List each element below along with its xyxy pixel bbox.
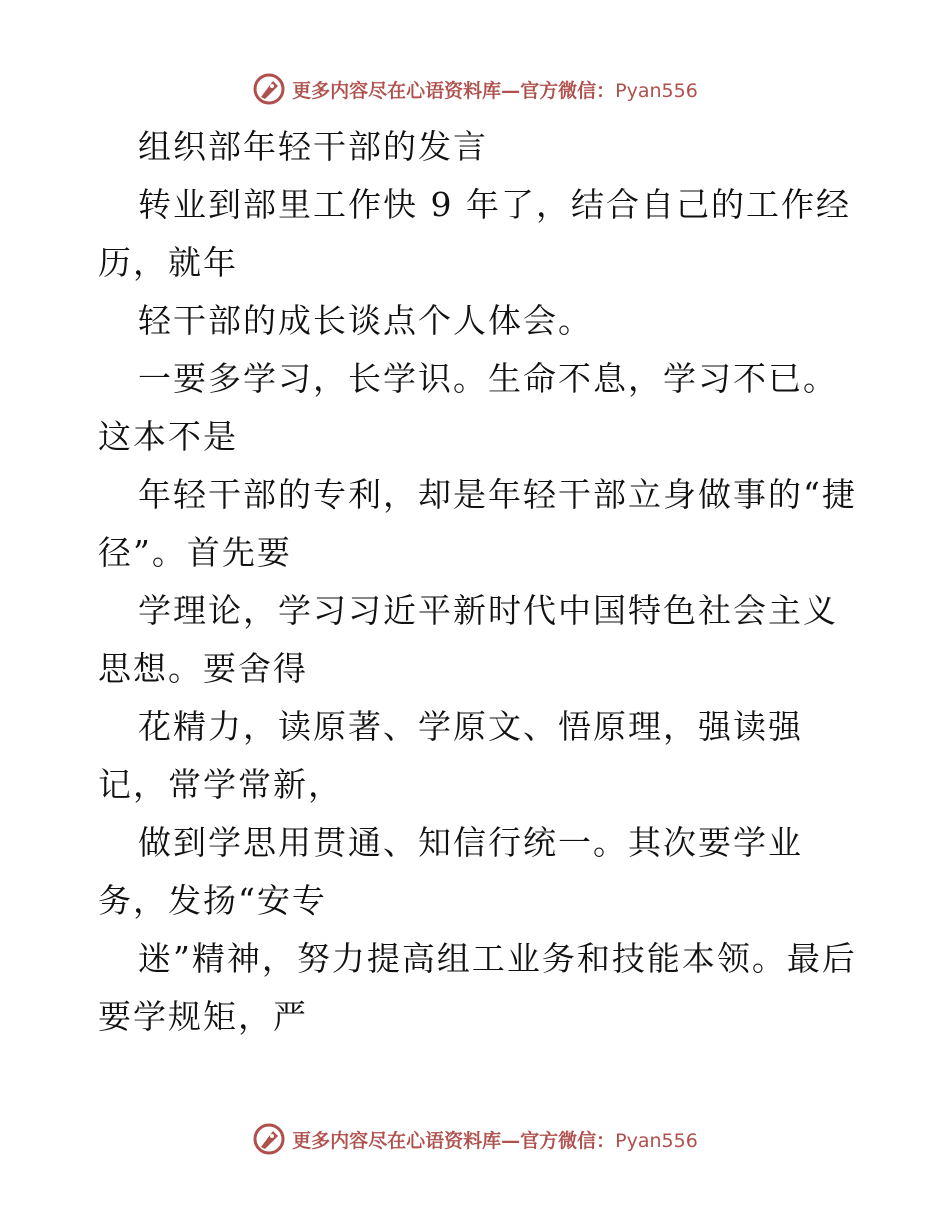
paragraph: 花精力，读原著、学原文、悟原理，强读强记，常学常新，	[98, 707, 803, 804]
paragraph: 学理论，学习习近平新时代中国特色社会主义思想。要舍得	[98, 591, 838, 688]
document-body	[98, 118, 858, 1046]
paragraph: 轻干部的成长谈点个人体会。	[138, 301, 593, 340]
header-banner-text: 更多内容尽在心语资料库—官方微信：Pyan556	[292, 79, 698, 102]
footer-banner-text: 更多内容尽在心语资料库—官方微信：Pyan556	[292, 1129, 698, 1152]
pen-nib-logo-icon	[252, 1122, 286, 1156]
paragraph: 一要多学习，长学识。生命不息，学习不已。这本不是	[98, 359, 838, 456]
paragraph: 迷”精神，努力提高组工业务和技能本领。最后要学规矩，严	[98, 939, 857, 1036]
footer-watermark-banner	[0, 1122, 950, 1156]
document-title: 组织部年轻干部的发言	[138, 127, 488, 166]
paragraph: 转业到部里工作快 9 年了，结合自己的工作经历，就年	[98, 185, 851, 282]
paragraph: 年轻干部的专利，却是年轻干部立身做事的“捷径”。首先要	[98, 475, 857, 572]
pen-nib-logo-icon	[252, 72, 286, 106]
header-watermark-banner	[0, 72, 950, 106]
paragraph: 做到学思用贯通、知信行统一。其次要学业务，发扬“安专	[98, 823, 803, 920]
